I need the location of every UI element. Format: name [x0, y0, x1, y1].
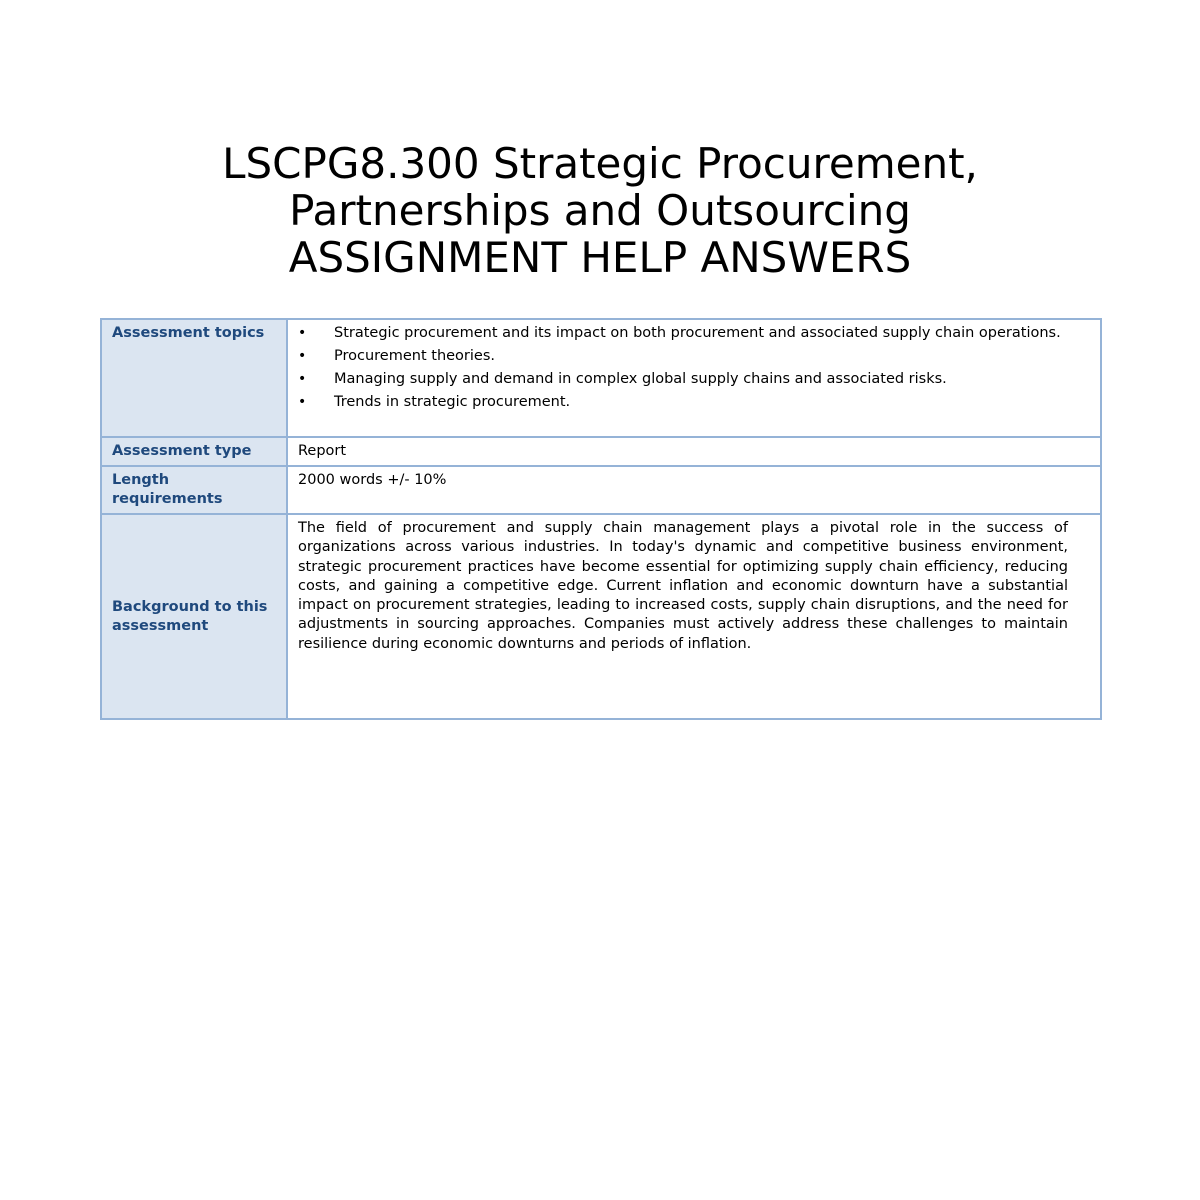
background-text: The field of procurement and supply chain management plays a pivotal role in the success of organizations across various industries. In today's dynamic and competitive business environment, strategic procurement practices have become essential for optimizing supply chain efficiency, reducing costs, and gaining a competitive edge. Current inflation and economic downturn have a substantial impact on procurement strategies, leading to increased costs, supply chain disruptions, and the need for adjustments in sourcing approaches. Companies must actively address these challenges to maintain resilience during economic downturns and periods of inflation. — [298, 520, 1068, 652]
assessment-table — [100, 318, 1102, 720]
table-row-length-requirements — [101, 466, 1101, 514]
topic-text: Procurement theories. — [334, 348, 496, 364]
list-item — [298, 347, 1090, 366]
title-line-1: LSCPG8.300 Strategic Procurement, — [222, 139, 978, 188]
length-requirements-value: 2000 words +/- 10% — [287, 466, 1101, 514]
table-row-assessment-type — [101, 437, 1101, 466]
title-line-3: ASSIGNMENT HELP ANSWERS — [288, 233, 912, 282]
bullet-icon: • — [298, 348, 307, 364]
background-label: Background to this assessment — [101, 514, 287, 719]
title-line-2: Partnerships and Outsourcing — [289, 186, 911, 235]
bullet-icon: • — [298, 394, 307, 410]
assessment-topics-list — [298, 324, 1090, 412]
assessment-topics-cell — [287, 319, 1101, 437]
background-cell — [287, 514, 1101, 719]
bullet-icon: • — [298, 371, 307, 387]
document-title — [60, 140, 1140, 281]
table-row-assessment-topics — [101, 319, 1101, 437]
table-row-background — [101, 514, 1101, 719]
list-item — [298, 324, 1090, 343]
length-requirements-label: Length requirements — [101, 466, 287, 514]
bullet-icon: • — [298, 325, 307, 341]
topic-text: Trends in strategic procurement. — [334, 394, 571, 410]
list-item — [298, 393, 1090, 412]
assessment-topics-label: Assessment topics — [101, 319, 287, 437]
topic-text: Strategic procurement and its impact on both procurement and associated supply chain operations. — [334, 325, 1061, 341]
list-item — [298, 370, 1090, 389]
assessment-type-value: Report — [287, 437, 1101, 466]
topic-text: Managing supply and demand in complex global supply chains and associated risks. — [334, 371, 947, 387]
assessment-type-label: Assessment type — [101, 437, 287, 466]
